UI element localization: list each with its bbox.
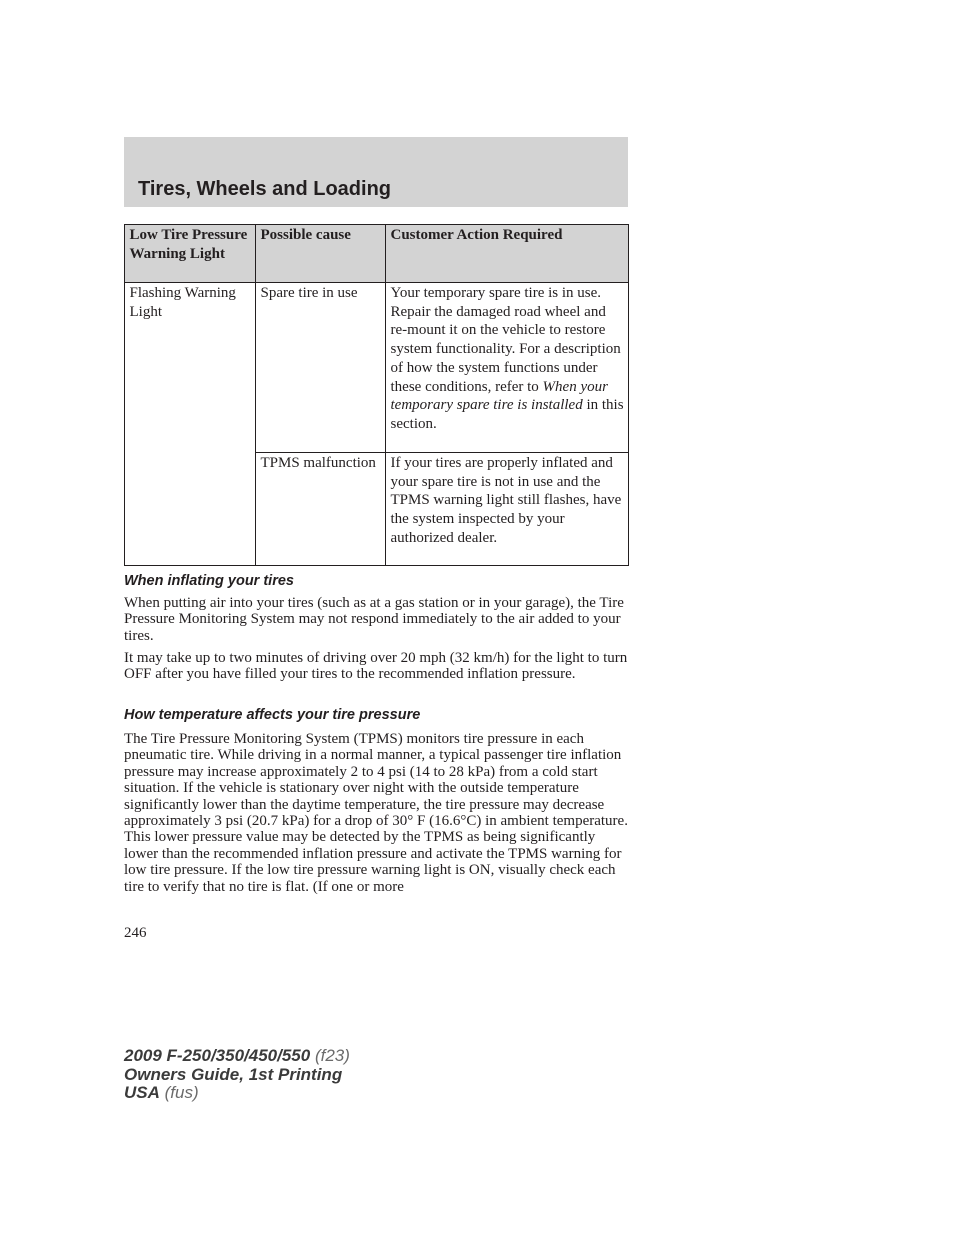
action-cell (386, 283, 629, 453)
section-header-band (124, 137, 628, 207)
footer-model-code: (f23) (314, 1046, 350, 1065)
table-header-row (125, 225, 629, 283)
page-number: 246 (124, 925, 147, 941)
action-cell: If your tires are properly inflated and your spare tire is not in use and the TPMS warning light still flashes, have the system inspected by your authorized dealer. (386, 453, 629, 566)
section-title: Tires, Wheels and Loading (138, 178, 392, 200)
action-text-end: in this section. (390, 397, 624, 432)
column-header-warning-light: Low Tire Pressure Warning Light (125, 225, 256, 283)
footer-market-code: (fus) (164, 1083, 199, 1102)
footer-market: USA (124, 1083, 160, 1102)
subheading-inflating: When inflating your tires (124, 573, 294, 589)
warning-light-cell: Flashing Warning Light (125, 283, 256, 566)
cause-cell: Spare tire in use (256, 283, 386, 453)
footer-model: 2009 F-250/350/450/550 (124, 1046, 311, 1065)
paragraph: When putting air into your tires (such as at a gas station or in your garage), the Tire Pressure Monitoring System may not respond immediately to the air added to your tires. (124, 595, 624, 644)
subheading-temperature: How temperature affects your tire pressure (124, 707, 421, 723)
footer-line-model (124, 1047, 350, 1066)
footer-line-market (124, 1084, 350, 1103)
paragraph: It may take up to two minutes of driving over 20 mph (32 km/h) for the light to turn OFF after you have filled your tires to the recommended inflation pressure. (124, 650, 628, 683)
cause-cell: TPMS malfunction (256, 453, 386, 566)
footer-edition: Owners Guide, 1st Printing (124, 1064, 343, 1084)
tpms-warning-table (124, 224, 629, 566)
print-footer (124, 1047, 350, 1103)
footer-line-edition (124, 1066, 350, 1085)
paragraph: The Tire Pressure Monitoring System (TPMS) monitors tire pressure in each pneumatic tire. While driving in a normal manner, a typical passenger tire inflation pressure may increase approximately 2 to 4 psi (14 to 28 kPa) from a cold start situation. If the vehicle is stationary over night with the outside temperature significantly lower than the daytime temperature, the tire pressure may decrease approximately 3 psi (20.7 kPa) for a drop of 30° F (16.6°C) in ambient temperature. This lower pressure value may be detected by the TPMS as being significantly lower than the recommended inflation pressure and activate the TPMS warning for low tire pressure. If the low tire pressure warning light is ON, visually check each tire to verify that no tire is flat. (If one or more (124, 731, 628, 895)
cross-reference-text: When your temporary spare tire is installed (390, 378, 608, 414)
table-row (125, 283, 629, 453)
column-header-possible-cause: Possible cause (256, 225, 386, 283)
column-header-customer-action: Customer Action Required (386, 225, 629, 283)
action-text: Your temporary spare tire is in use. Repair the damaged road wheel and re-mount it on the vehicle to restore system functionality. For a description of how the system functions under these conditions, refer to (390, 285, 621, 395)
